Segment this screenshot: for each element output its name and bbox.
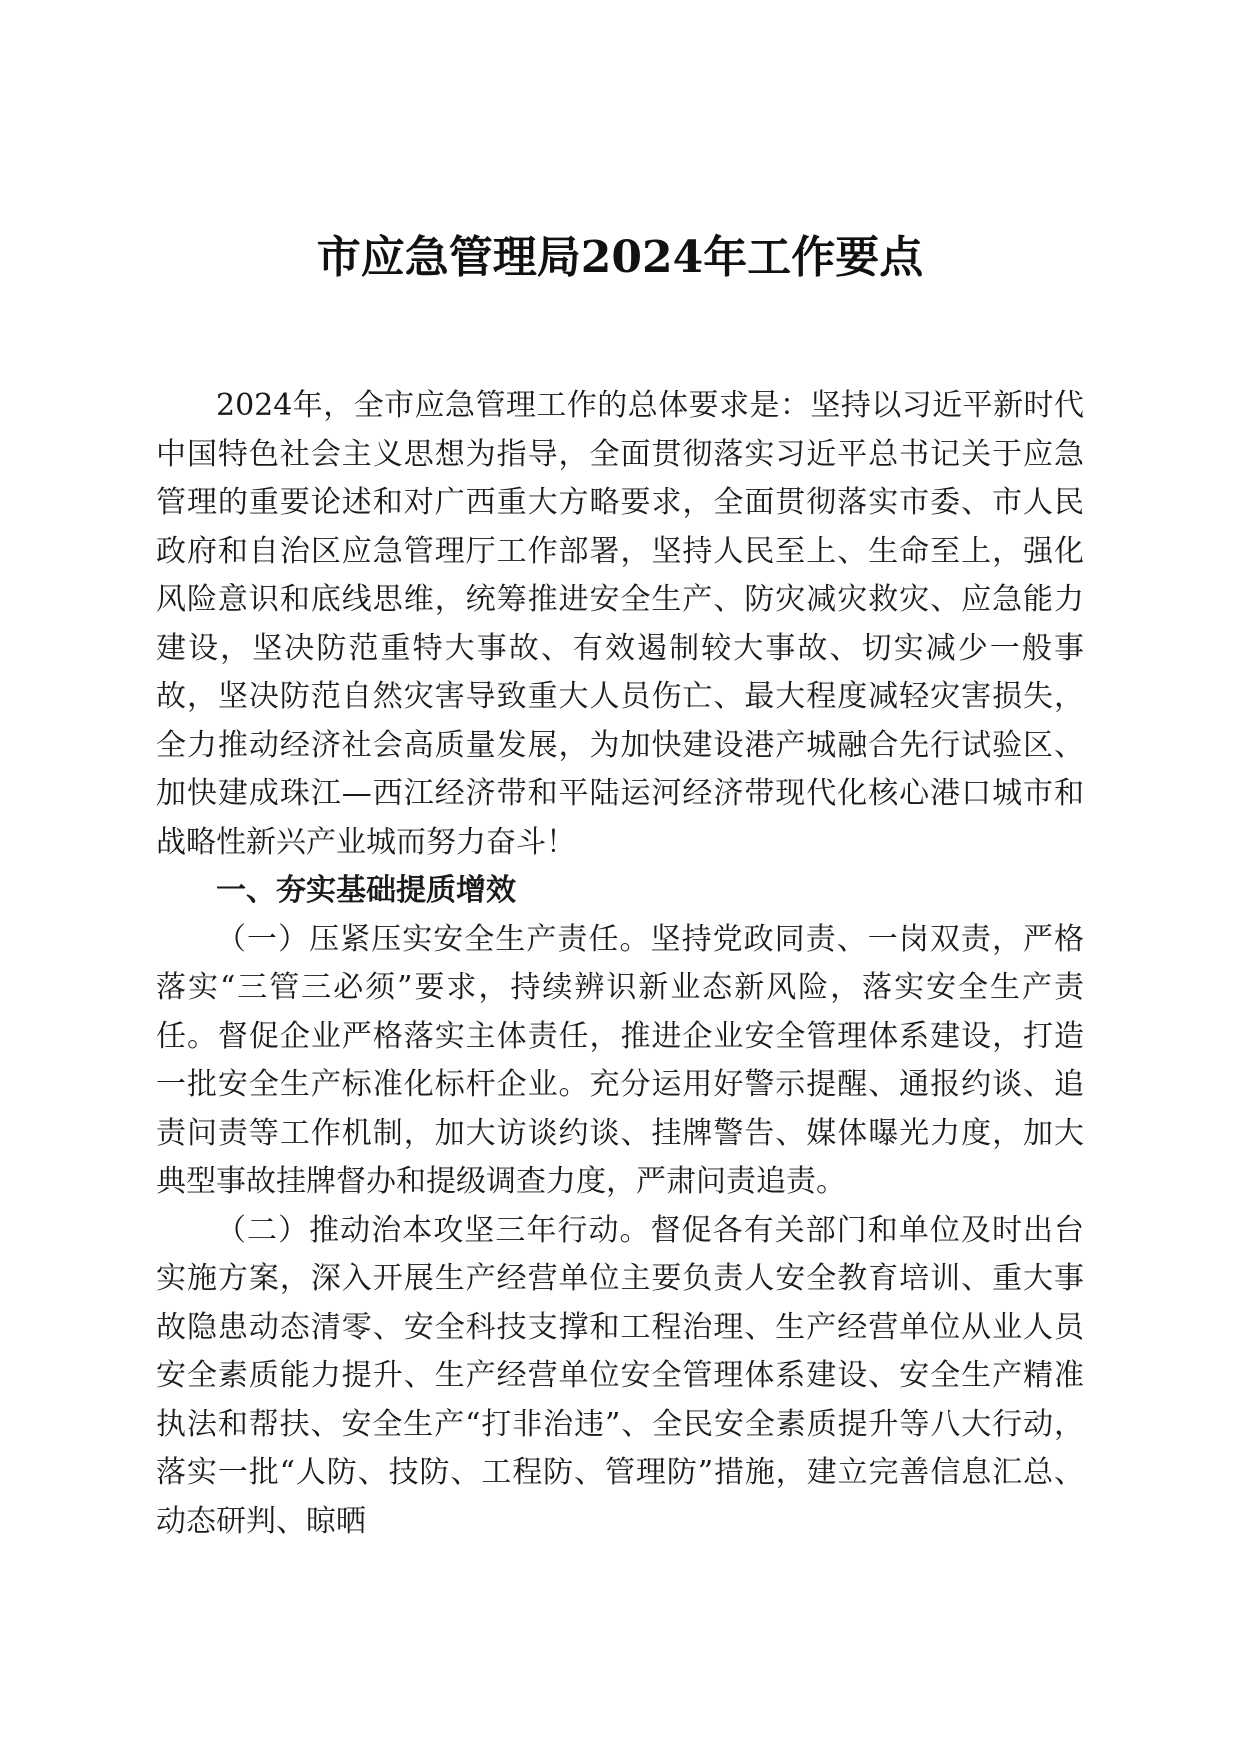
item-text: 督促各有关部门和单位及时出台实施方案，深入开展生产经营单位主要负责人安全教育培训、重大事故隐患动态清零、安全科技支撑和工程治理、生产经营单位从业人员安全素质能力提升、生产经营单位安全管理体系建设、安全生产精准执法和帮扶、安全生产“打非治违”、全民安全素质提升等八大行动，落实一批“人防、技防、工程防、管理防”措施，建立完善信息汇总、动态研判、晾晒 bbox=[156, 1212, 1085, 1539]
section-heading: 一、夯实基础提质增效 bbox=[216, 873, 516, 908]
intro-paragraph: 2024年，全市应急管理工作的总体要求是：坚持以习近平新时代中国特色社会主义思想为指导，全面贯彻落实习近平总书记关于应急管理的重要论述和对广西重大方略要求，全面贯彻落实市委、市人民政府和自治区应急管理厅工作部署，坚持人民至上、生命至上，强化风险意识和底线思维，统筹推进安全生产、防灾减灾救灾、应急能力建设，坚决防范重特大事故、有效遏制较大事故、切实减少一般事故，坚决防范自然灾害导致重大人员伤亡、最大程度减轻灾害损失，全力推动经济社会高质量发展，为加快建设港产城融合先行试验区、加快建成珠江—西江经济带和平陆运河经济带现代化核心港口城市和战略性新兴产业城而努力奋斗！ bbox=[156, 388, 1084, 860]
item-text: 坚持党政同责、一岗双责，严格落实“三管三必须”要求，持续辨识新业态新风险，落实安全生产责任。督促企业严格落实主体责任，推进企业安全管理体系建设，打造一批安全生产标准化标杆企业。充分运用好警示提醒、通报约谈、追责问责等工作机制，加大访谈约谈、挂牌警告、媒体曝光力度，加大典型事故挂牌督办和提级调查力度，严肃问责追责。 bbox=[156, 921, 1085, 1199]
section-item-1 bbox=[156, 916, 1084, 1207]
section-item-2 bbox=[156, 1207, 1084, 1547]
item-lead: （二）推动治本攻坚三年行动。 bbox=[216, 1212, 651, 1248]
document-title: 市应急管理局2024年工作要点 bbox=[316, 232, 924, 283]
item-lead: （一）压紧压实安全生产责任。 bbox=[216, 921, 651, 957]
document-body bbox=[156, 382, 1084, 1546]
